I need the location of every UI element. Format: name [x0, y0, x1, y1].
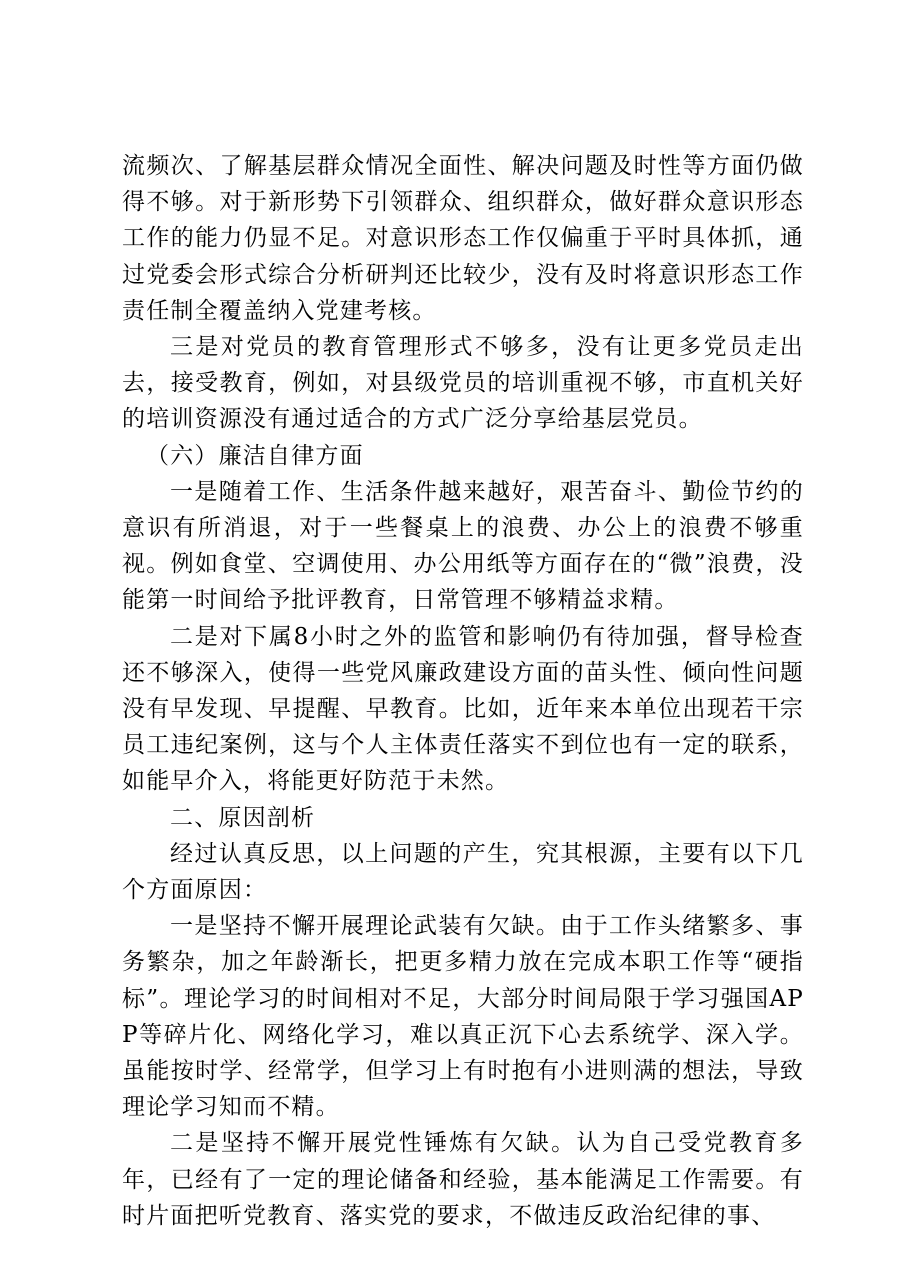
paragraph-party-spirit: 二是坚持不懈开展党性锤炼有欠缺。认为自己受党教育多年，已经有了一定的理论储备和经验，基本能满足工作需要。有时片面把听党教育、落实党的要求，不做违反政治纪律的事、 — [122, 1130, 804, 1229]
paragraph-reflection-intro: 经过认真反思，以上问题的产生，究其根源，主要有以下几个方面原因： — [122, 840, 804, 904]
section-heading-integrity: （六）廉洁自律方面 — [146, 442, 364, 469]
paragraph-continuation: 流频次、了解基层群众情况全面性、解决问题及时性等方面仍做得不够。对于新形势下引领群众、组织群众，做好群众意识形态工作的能力仍显不足。对意识形态工作仅偏重于平时具体抓，通过党委会形式综合分析研判还比较少，没有及时将意识形态工作责任制全覆盖纳入党建考核。 — [122, 153, 804, 324]
paragraph-frugality: 一是随着工作、生活条件越来越好，艰苦奋斗、勤俭节约的意识有所消退，对于一些餐桌上的浪费、办公上的浪费不够重视。例如食堂、空调使用、办公用纸等方面存在的“微”浪费，没能第一时间给予批评教育，日常管理不够精益求精。 — [122, 478, 804, 614]
paragraph-supervision: 二是对下属8小时之外的监管和影响仍有待加强，督导检查还不够深入，使得一些党风廉政建设方面的苗头性、倾向性问题没有早发现、早提醒、早教育。比如，近年来本单位出现若干宗员工违纪案例，这与个人主体责任落实不到位也有一定的联系，如能早介入，将能更好防范于未然。 — [122, 623, 804, 795]
section-heading-cause-analysis: 二、原因剖析 — [170, 804, 316, 831]
paragraph-theory-study: 一是坚持不懈开展理论武装有欠缺。由于工作头绪繁多、事务繁杂，加之年龄渐长，把更多精力放在完成本职工作等“硬指标”。理论学习的时间相对不足，大部分时间局限于学习强国APP等碎片化、网络化学习，难以真正沉下心去系统学、深入学。虽能按时学、经常学，但学习上有时抱有小进则满的想法，导致理论学习知而不精。 — [122, 913, 804, 1121]
paragraph-party-member-education: 三是对党员的教育管理形式不够多，没有让更多党员走出去，接受教育，例如，对县级党员的培训重视不够，市直机关好的培训资源没有通过适合的方式广泛分享给基层党员。 — [122, 334, 804, 433]
document-body — [122, 148, 804, 1234]
